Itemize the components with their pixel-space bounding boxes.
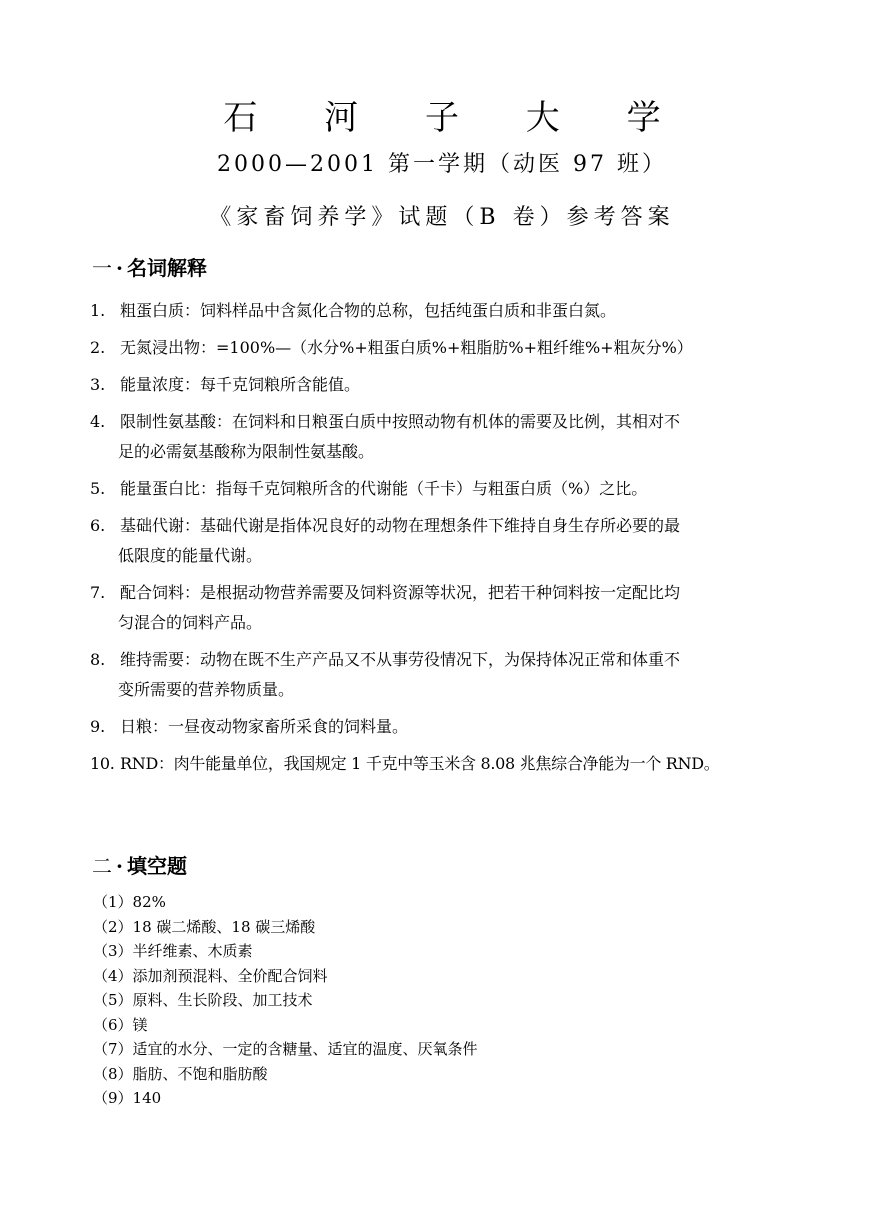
answer-item: （2）18 碳二烯酸、18 碳三烯酸 (93, 917, 316, 936)
definition-number: 10. (90, 754, 115, 773)
definition-item (90, 474, 802, 504)
section-1-label: 名词解释 (126, 256, 207, 280)
definition-number: 3. (90, 375, 106, 394)
definition-item (90, 370, 802, 400)
definition-number: 1. (90, 301, 106, 320)
definition-continuation: 匀混合的饲料产品。 (118, 613, 263, 632)
definition-text: 能量浓度：每千克饲粮所含能值。 (120, 375, 361, 394)
section-2-number: 二 (92, 854, 112, 878)
definition-number: 2. (90, 338, 106, 357)
definition-item (90, 645, 802, 705)
definition-item (90, 511, 802, 571)
definition-continuation: 低限度的能量代谢。 (118, 546, 263, 565)
definition-text: 日粮：一昼夜动物家畜所采食的饲料量。 (120, 717, 409, 736)
definition-number: 7. (90, 583, 106, 602)
definition-item (90, 296, 802, 326)
definition-number: 8. (90, 650, 106, 669)
definition-text: 无氮浸出物：=100%—（水分%+粗蛋白质%+粗脂肪%+粗纤维%+粗灰分%） (120, 338, 693, 357)
definition-text: 基础代谢：基础代谢是指体况良好的动物在理想条件下维持自身生存所必要的最 (120, 516, 681, 535)
definition-text: 能量蛋白比：指每千克饲粮所含的代谢能（千卡）与粗蛋白质（%）之比。 (120, 479, 648, 498)
definition-item (90, 333, 802, 363)
section-2-dot: · (116, 854, 123, 878)
answer-item: （7）适宜的水分、一定的含糖量、适宜的温度、厌氧条件 (93, 1040, 478, 1058)
definition-number: 9. (90, 717, 106, 736)
section-2-heading (92, 852, 187, 880)
definition-continuation: 变所需要的营养物质量。 (118, 680, 295, 699)
answer-item: （8）脂肪、不饱和脂肪酸 (93, 1064, 268, 1083)
definition-number: 6. (90, 516, 106, 535)
fill-in-answers (93, 890, 793, 1111)
definition-text: 限制性氨基酸：在饲料和日粮蛋白质中按照动物有机体的需要及比例，其相对不 (120, 412, 681, 431)
term-subtitle: 2000—2001 第一学期（动医 97 班） (217, 152, 667, 177)
definition-item (90, 578, 802, 638)
section-1-heading (92, 254, 207, 282)
answer-item: （3）半纤维素、木质素 (93, 942, 253, 960)
answer-item: （5）原料、生长阶段、加工技术 (93, 991, 313, 1009)
university-title: 石 河 子 大 学 (223, 98, 689, 138)
definition-text: RND：肉牛能量单位，我国规定 1 千克中等玉米含 8.08 兆焦综合净能为一个 RND。 (120, 754, 720, 773)
definition-text: 粗蛋白质：饲料样品中含氮化合物的总称，包括纯蛋白质和非蛋白氮。 (120, 301, 617, 320)
section-1-number: 一 (92, 256, 112, 280)
answer-item: （6）镁 (93, 1015, 148, 1034)
definition-item (90, 407, 802, 467)
definition-text: 维持需要：动物在既不生产产品又不从事劳役情况下，为保持体况正常和体重不 (120, 650, 681, 669)
definition-continuation: 足的必需氨基酸称为限制性氨基酸。 (118, 442, 375, 461)
paper-title: 《家畜饲养学》试题（B 卷）参考答案 (209, 205, 675, 230)
section-1-dot: · (116, 256, 123, 280)
definition-number: 5. (90, 479, 106, 498)
definitions-list (90, 296, 802, 786)
answer-item: （4）添加剂预混料、全价配合饲料 (93, 966, 328, 985)
definition-item (90, 749, 802, 779)
answer-item: （9）140 (93, 1089, 162, 1107)
answer-item: （1）82% (93, 893, 166, 911)
section-2-label: 填空题 (126, 854, 187, 878)
definition-number: 4. (90, 412, 106, 431)
definition-text: 配合饲料：是根据动物营养需要及饲料资源等状况，把若干种饲料按一定配比均 (120, 583, 681, 602)
definition-item (90, 712, 802, 742)
